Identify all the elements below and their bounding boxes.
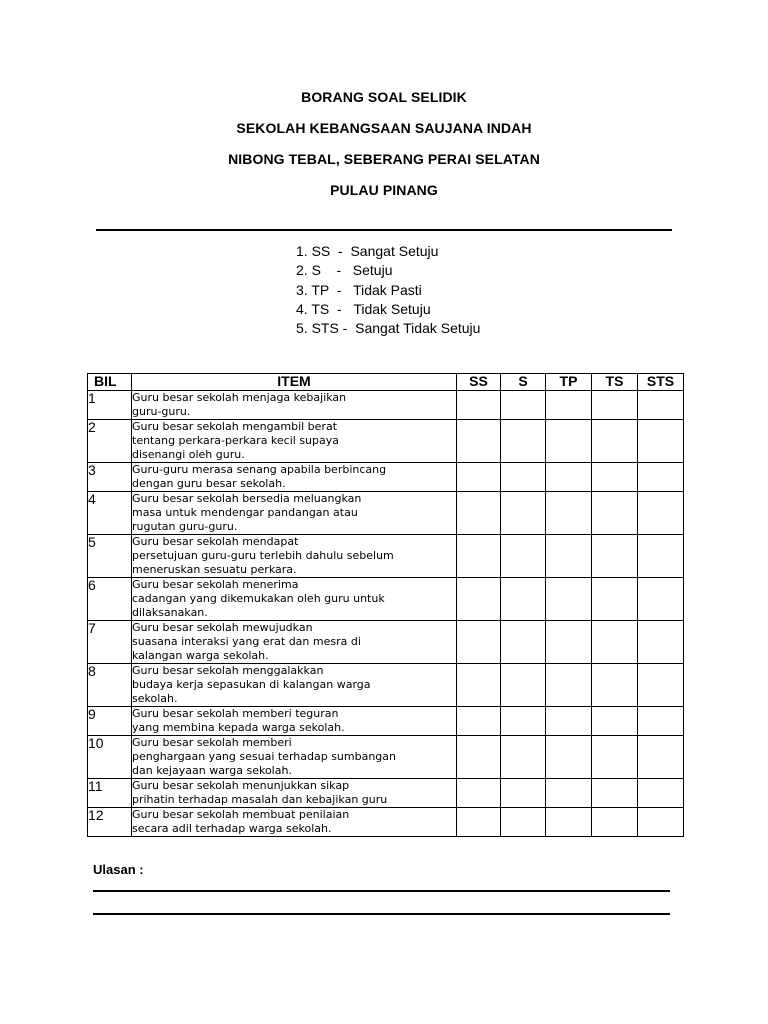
row-number: 2 (88, 420, 132, 463)
cell-ss[interactable] (457, 391, 501, 420)
cell-s[interactable] (501, 578, 546, 621)
legend-code: 2. S - (296, 262, 353, 279)
row-number: 12 (88, 808, 132, 837)
header-ss: SS (457, 374, 501, 391)
row-item: Guru besar sekolah memberi penghargaan yang sesuai terhadap sumbangan dan kejayaan warga sekolah. (132, 736, 457, 779)
cell-tp[interactable] (546, 621, 592, 664)
cell-tp[interactable] (546, 736, 592, 779)
header-divider (96, 229, 672, 231)
cell-s[interactable] (501, 707, 546, 736)
cell-tp[interactable] (546, 420, 592, 463)
row-number: 5 (88, 535, 132, 578)
cell-ts[interactable] (592, 736, 638, 779)
cell-s[interactable] (501, 664, 546, 707)
cell-ts[interactable] (592, 391, 638, 420)
cell-tp[interactable] (546, 492, 592, 535)
table-row (88, 420, 684, 463)
legend-code: 4. TS - (296, 300, 354, 317)
school-state: PULAU PINANG (330, 182, 438, 198)
legend-item-tp (296, 281, 480, 300)
row-item: Guru besar sekolah menggalakkan budaya kerja sepasukan di kalangan warga sekolah. (132, 664, 457, 707)
legend-label: Sangat Setuju (350, 243, 439, 259)
cell-sts[interactable] (638, 578, 684, 621)
table-row (88, 736, 684, 779)
legend-code: 3. TP - (296, 281, 354, 298)
cell-tp[interactable] (546, 535, 592, 578)
cell-ts[interactable] (592, 420, 638, 463)
cell-s[interactable] (501, 621, 546, 664)
row-number: 6 (88, 578, 132, 621)
legend-label: Setuju (352, 262, 393, 279)
legend-code: 5. STS - (296, 320, 356, 337)
cell-sts[interactable] (638, 779, 684, 808)
cell-sts[interactable] (638, 420, 684, 463)
header-s: S (501, 374, 546, 391)
legend-item-s (296, 261, 480, 280)
table-row (88, 707, 684, 736)
cell-tp[interactable] (546, 664, 592, 707)
header-tp: TP (546, 374, 592, 391)
row-number: 8 (88, 664, 132, 707)
row-number: 10 (88, 736, 132, 779)
cell-ss[interactable] (457, 621, 501, 664)
cell-s[interactable] (501, 492, 546, 535)
row-item: Guru besar sekolah mengambil berat tentang perkara-perkara kecil supaya disenangi oleh guru. (132, 420, 457, 463)
legend-item-ts (296, 300, 480, 319)
cell-tp[interactable] (546, 707, 592, 736)
cell-ss[interactable] (457, 492, 501, 535)
cell-s[interactable] (501, 808, 546, 837)
cell-ss[interactable] (457, 736, 501, 779)
survey-table (87, 373, 684, 837)
cell-ss[interactable] (457, 808, 501, 837)
row-item: Guru besar sekolah menunjukkan sikap prihatin terhadap masalah dan kebajikan guru (132, 779, 457, 808)
header-item: ITEM (132, 374, 457, 391)
table-row (88, 492, 684, 535)
cell-sts[interactable] (638, 391, 684, 420)
cell-tp[interactable] (546, 808, 592, 837)
row-number: 4 (88, 492, 132, 535)
table-row (88, 391, 684, 420)
cell-ts[interactable] (592, 492, 638, 535)
cell-ts[interactable] (592, 463, 638, 492)
row-item: Guru besar sekolah memberi teguran yang membina kepada warga sekolah. (132, 707, 457, 736)
cell-tp[interactable] (546, 463, 592, 492)
legend-item-ss (296, 242, 480, 261)
cell-ts[interactable] (592, 779, 638, 808)
cell-sts[interactable] (638, 736, 684, 779)
legend-code: 1. SS - (296, 243, 351, 259)
row-item: Guru besar sekolah mendapat persetujuan guru-guru terlebih dahulu sebelum meneruskan sesuatu perkara. (132, 535, 457, 578)
row-item: Guru besar sekolah bersedia meluangkan masa untuk mendengar pandangan atau rugutan guru-guru. (132, 492, 457, 535)
row-item: Guru besar sekolah mewujudkan suasana interaksi yang erat dan mesra di kalangan warga sekolah. (132, 621, 457, 664)
legend-label: Sangat Tidak Setuju (355, 320, 481, 337)
row-number: 3 (88, 463, 132, 492)
school-address: NIBONG TEBAL, SEBERANG PERAI SELATAN (228, 151, 540, 167)
cell-sts[interactable] (638, 707, 684, 736)
cell-ts[interactable] (592, 664, 638, 707)
cell-s[interactable] (501, 391, 546, 420)
cell-sts[interactable] (638, 535, 684, 578)
table-row (88, 664, 684, 707)
cell-ss[interactable] (457, 463, 501, 492)
table-row (88, 808, 684, 837)
cell-ss[interactable] (457, 535, 501, 578)
school-name: SEKOLAH KEBANGSAAN SAUJANA INDAH (236, 120, 532, 136)
cell-ss[interactable] (457, 779, 501, 808)
rating-legend (296, 242, 480, 338)
cell-ts[interactable] (592, 535, 638, 578)
cell-sts[interactable] (638, 463, 684, 492)
cell-sts[interactable] (638, 492, 684, 535)
cell-ts[interactable] (592, 578, 638, 621)
cell-ts[interactable] (592, 621, 638, 664)
comments-line[interactable] (93, 890, 670, 892)
row-number: 7 (88, 621, 132, 664)
cell-tp[interactable] (546, 391, 592, 420)
cell-ss[interactable] (457, 664, 501, 707)
legend-label: Tidak Pasti (353, 281, 422, 298)
row-item: Guru besar sekolah menerima cadangan yang dikemukakan oleh guru untuk dilaksanakan. (132, 578, 457, 621)
row-number: 1 (88, 391, 132, 420)
cell-s[interactable] (501, 420, 546, 463)
header-ts: TS (592, 374, 638, 391)
header-sts: STS (638, 374, 684, 391)
cell-sts[interactable] (638, 808, 684, 837)
table-header-row (88, 374, 684, 391)
cell-sts[interactable] (638, 664, 684, 707)
cell-ss[interactable] (457, 578, 501, 621)
table-row (88, 578, 684, 621)
cell-ts[interactable] (592, 707, 638, 736)
cell-ts[interactable] (592, 808, 638, 837)
cell-s[interactable] (501, 463, 546, 492)
row-number: 11 (88, 779, 132, 808)
cell-s[interactable] (501, 779, 546, 808)
cell-sts[interactable] (638, 621, 684, 664)
cell-tp[interactable] (546, 578, 592, 621)
cell-tp[interactable] (546, 779, 592, 808)
comments-line[interactable] (93, 913, 670, 915)
header-bil: BIL (88, 374, 132, 391)
table-row (88, 463, 684, 492)
table-row (88, 779, 684, 808)
legend-item-sts (296, 319, 480, 338)
row-item: Guru besar sekolah membuat penilaian secara adil terhadap warga sekolah. (132, 808, 457, 837)
cell-s[interactable] (501, 736, 546, 779)
table-row (88, 621, 684, 664)
cell-ss[interactable] (457, 707, 501, 736)
legend-label: Tidak Setuju (353, 300, 431, 317)
row-number: 9 (88, 707, 132, 736)
table-row (88, 535, 684, 578)
row-item: Guru-guru merasa senang apabila berbincang dengan guru besar sekolah. (132, 463, 457, 492)
cell-ss[interactable] (457, 420, 501, 463)
form-title: BORANG SOAL SELIDIK (301, 89, 467, 105)
comments-label: Ulasan : (93, 862, 144, 877)
row-item: Guru besar sekolah menjaga kebajikan guru-guru. (132, 391, 457, 420)
cell-s[interactable] (501, 535, 546, 578)
